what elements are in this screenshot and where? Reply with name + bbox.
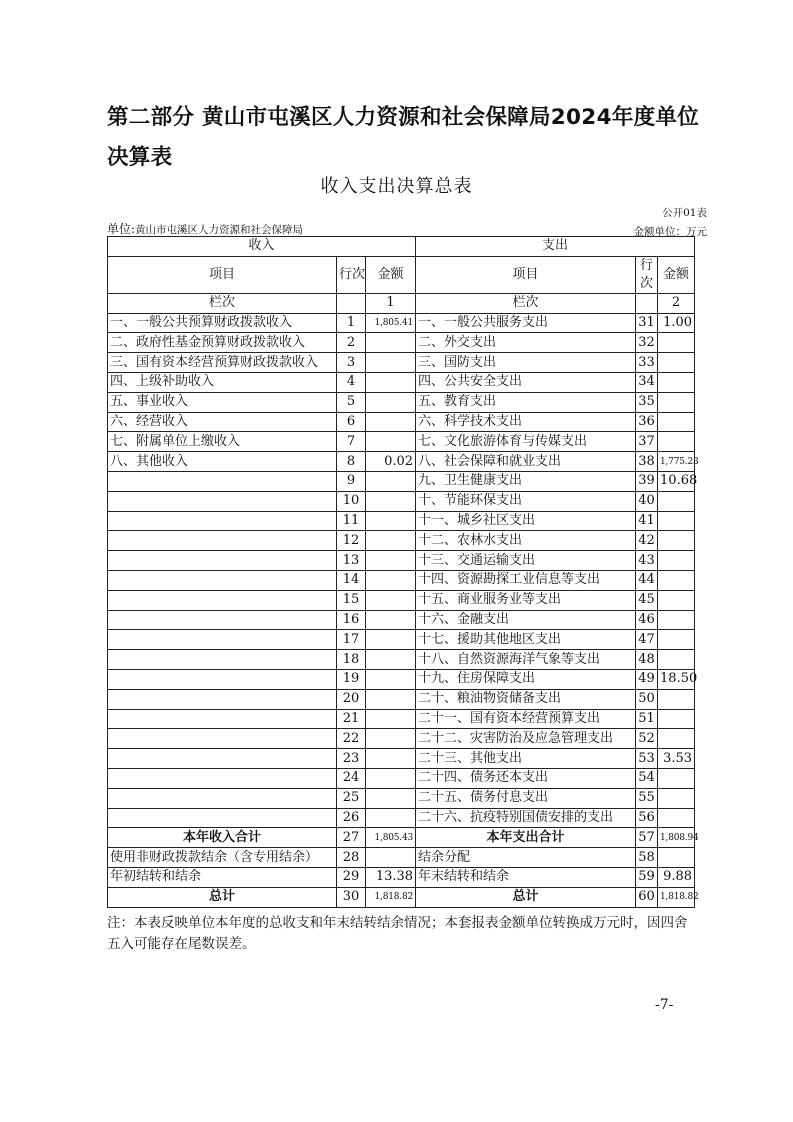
expense-amount [658, 650, 695, 670]
income-amount [366, 630, 416, 650]
income-item [108, 788, 337, 808]
table-row [108, 313, 695, 333]
empty-cell [636, 293, 658, 313]
expense-item: 二十、粮油物资储备支出 [416, 689, 636, 709]
expense-amount: 1,775.23 [658, 452, 695, 472]
income-amount-header: 金额 [366, 256, 416, 293]
expense-row-no: 52 [636, 729, 658, 749]
expense-item-header: 项目 [416, 256, 636, 293]
income-item: 五、事业收入 [108, 392, 337, 412]
expense-row-no: 33 [636, 353, 658, 373]
table-row [108, 353, 695, 373]
expense-amount-header: 金额 [658, 256, 695, 293]
expense-amount [658, 729, 695, 749]
income-item [108, 630, 337, 650]
expense-column-order: 栏次 [416, 293, 636, 313]
expense-row-no: 43 [636, 551, 658, 571]
table-body [108, 237, 699, 908]
expense-item: 二十四、债务还本支出 [416, 768, 636, 788]
income-amount [366, 610, 416, 630]
unit-line [107, 220, 303, 237]
amount-unit: 金额单位：万元 [633, 226, 707, 238]
income-row-no: 23 [337, 749, 366, 769]
unit-label: 单位: [107, 222, 136, 236]
income-amount [366, 551, 416, 571]
table-row [108, 709, 695, 729]
income-amount [366, 590, 416, 610]
income-row-no: 19 [337, 669, 366, 689]
expense-row-no: 34 [636, 372, 658, 392]
expense-amount [658, 590, 695, 610]
table-row [108, 570, 695, 590]
expense-amount [658, 788, 695, 808]
expense-item: 八、社会保障和就业支出 [416, 452, 636, 472]
budget-summary-table [107, 236, 699, 908]
income-item: 四、上级补助收入 [108, 372, 337, 392]
income-row-no: 16 [337, 610, 366, 630]
income-item: 八、其他收入 [108, 452, 337, 472]
table-row [108, 867, 695, 887]
income-amount: 1,805.41 [366, 313, 416, 333]
expense-amount: 9.88 [658, 867, 695, 887]
expense-row-no: 59 [636, 867, 658, 887]
expense-amount [658, 610, 695, 630]
table-row [108, 432, 695, 452]
income-item: 年初结转和结余 [108, 867, 337, 887]
expense-row-no: 55 [636, 788, 658, 808]
table-row [108, 452, 695, 472]
income-row-no: 29 [337, 867, 366, 887]
income-amount [366, 353, 416, 373]
expense-item: 本年支出合计 [416, 828, 636, 848]
income-item [108, 511, 337, 531]
expense-row-no: 60 [636, 887, 658, 907]
income-row-no: 24 [337, 768, 366, 788]
table-row [108, 630, 695, 650]
income-header: 收入 [108, 237, 416, 257]
expense-row-no: 54 [636, 768, 658, 788]
income-item: 七、附属单位上缴收入 [108, 432, 337, 452]
income-amount: 0.02 [366, 452, 416, 472]
income-row-no: 27 [337, 828, 366, 848]
expense-amount [658, 412, 695, 432]
income-amount: 1,805.43 [366, 828, 416, 848]
income-row-no: 25 [337, 788, 366, 808]
expense-item: 结余分配 [416, 848, 636, 868]
expense-amount: 1,808.94 [658, 828, 695, 848]
income-row-no: 15 [337, 590, 366, 610]
expense-item: 十四、资源勘探工业信息等支出 [416, 570, 636, 590]
expense-row-no: 56 [636, 808, 658, 828]
expense-amount [658, 709, 695, 729]
income-item [108, 689, 337, 709]
income-item: 总计 [108, 887, 337, 907]
expense-item: 二十五、债务付息支出 [416, 788, 636, 808]
table-row [108, 511, 695, 531]
expense-item: 二十六、抗疫特别国债安排的支出 [416, 808, 636, 828]
income-amount [366, 412, 416, 432]
expense-row-no: 45 [636, 590, 658, 610]
expense-row-no: 41 [636, 511, 658, 531]
income-row-no: 13 [337, 551, 366, 571]
expense-amount [658, 630, 695, 650]
expense-row-no: 58 [636, 848, 658, 868]
expense-amount [658, 689, 695, 709]
expense-amount [658, 768, 695, 788]
income-row-no: 8 [337, 452, 366, 472]
income-item [108, 531, 337, 551]
expense-item: 十八、自然资源海洋气象等支出 [416, 650, 636, 670]
column-header-row [108, 256, 695, 293]
income-row-no: 4 [337, 372, 366, 392]
table-row [108, 768, 695, 788]
income-row-no: 7 [337, 432, 366, 452]
income-amount [366, 491, 416, 511]
expense-amount [658, 353, 695, 373]
income-item [108, 709, 337, 729]
income-amount [366, 333, 416, 353]
income-row-no: 30 [337, 887, 366, 907]
table-row [108, 887, 695, 907]
expense-row-no: 39 [636, 471, 658, 491]
income-amount [366, 669, 416, 689]
expense-item: 总计 [416, 887, 636, 907]
expense-amount [658, 808, 695, 828]
income-item: 本年收入合计 [108, 828, 337, 848]
income-row-no: 18 [337, 650, 366, 670]
income-row-no: 11 [337, 511, 366, 531]
expense-amount: 1.00 [658, 313, 695, 333]
expense-amount [658, 531, 695, 551]
income-row-no: 1 [337, 313, 366, 333]
income-row-no: 2 [337, 333, 366, 353]
expense-header: 支出 [416, 237, 695, 257]
form-code: 公开01表 [662, 207, 707, 219]
expense-item: 四、公共安全支出 [416, 372, 636, 392]
expense-amount [658, 848, 695, 868]
income-amount [366, 768, 416, 788]
expense-item: 一、一般公共服务支出 [416, 313, 636, 333]
expense-item: 三、国防支出 [416, 353, 636, 373]
expense-row-no: 38 [636, 452, 658, 472]
expense-row-no: 42 [636, 531, 658, 551]
income-item [108, 471, 337, 491]
income-column-number: 1 [366, 293, 416, 313]
expense-item: 六、科学技术支出 [416, 412, 636, 432]
table-row [108, 689, 695, 709]
expense-amount: 1,818.82 [658, 887, 695, 907]
table-row [108, 392, 695, 412]
table-row [108, 650, 695, 670]
expense-item: 二、外交支出 [416, 333, 636, 353]
expense-item: 十一、城乡社区支出 [416, 511, 636, 531]
income-row-no: 12 [337, 531, 366, 551]
section-header-row [108, 237, 695, 257]
expense-item: 十六、金融支出 [416, 610, 636, 630]
expense-amount: 3.53 [658, 749, 695, 769]
income-item [108, 590, 337, 610]
income-item [108, 808, 337, 828]
income-amount [366, 808, 416, 828]
expense-item: 十七、援助其他地区支出 [416, 630, 636, 650]
table-row [108, 412, 695, 432]
income-amount [366, 432, 416, 452]
expense-row-no: 51 [636, 709, 658, 729]
table-row [108, 491, 695, 511]
expense-amount [658, 491, 695, 511]
table-row [108, 471, 695, 491]
expense-item: 十五、商业服务业等支出 [416, 590, 636, 610]
page-heading: 第二部分 黄山市屯溪区人力资源和社会保障局2024年度单位决算表 [107, 105, 700, 170]
table-row [108, 333, 695, 353]
expense-row-no: 50 [636, 689, 658, 709]
expense-item: 十九、住房保障支出 [416, 669, 636, 689]
expense-row-no: 47 [636, 630, 658, 650]
table-row [108, 808, 695, 828]
unit-value: 黄山市屯溪区人力资源和社会保障局 [135, 224, 304, 236]
expense-item: 十、节能环保支出 [416, 491, 636, 511]
table-row [108, 749, 695, 769]
expense-row-no: 35 [636, 392, 658, 412]
expense-amount [658, 333, 695, 353]
income-item [108, 551, 337, 571]
income-amount: 1,818.82 [366, 887, 416, 907]
income-item: 二、政府性基金预算财政拨款收入 [108, 333, 337, 353]
expense-row-no: 53 [636, 749, 658, 769]
income-row-no: 9 [337, 471, 366, 491]
expense-row-no: 46 [636, 610, 658, 630]
expense-item: 二十三、其他支出 [416, 749, 636, 769]
expense-row-no: 57 [636, 828, 658, 848]
income-row-no-header: 行次 [337, 256, 366, 293]
expense-item: 二十一、国有资本经营预算支出 [416, 709, 636, 729]
income-item [108, 570, 337, 590]
table-row [108, 551, 695, 571]
expense-amount [658, 392, 695, 412]
expense-amount: 10.68 [658, 471, 695, 491]
table-row [108, 610, 695, 630]
expense-amount [658, 511, 695, 531]
page-number: -7- [655, 997, 674, 1013]
income-item-header: 项目 [108, 256, 337, 293]
expense-column-number: 2 [658, 293, 695, 313]
income-amount [366, 372, 416, 392]
expense-amount: 18.50 [658, 669, 695, 689]
income-item: 使用非财政拨款结余（含专用结余） [108, 848, 337, 868]
income-amount: 13.38 [366, 867, 416, 887]
expense-row-no: 31 [636, 313, 658, 333]
footnote: 注：本表反映单位本年度的总收支和年末结转结余情况；本套报表金额单位转换成万元时，因四舍五入可能存在尾数误差。 [107, 915, 688, 952]
income-amount [366, 749, 416, 769]
expense-row-no: 37 [636, 432, 658, 452]
income-row-no: 22 [337, 729, 366, 749]
expense-item: 五、教育支出 [416, 392, 636, 412]
expense-amount [658, 570, 695, 590]
table-row [108, 590, 695, 610]
expense-row-no: 48 [636, 650, 658, 670]
income-amount [366, 848, 416, 868]
expense-item: 年末结转和结余 [416, 867, 636, 887]
empty-cell [337, 293, 366, 313]
income-item [108, 491, 337, 511]
income-amount [366, 729, 416, 749]
income-item [108, 768, 337, 788]
income-row-no: 21 [337, 709, 366, 729]
table-row [108, 372, 695, 392]
table-row [108, 788, 695, 808]
expense-row-no: 44 [636, 570, 658, 590]
column-order-row [108, 293, 695, 313]
expense-row-no: 32 [636, 333, 658, 353]
table-row [108, 828, 695, 848]
income-item: 六、经营收入 [108, 412, 337, 432]
income-amount [366, 511, 416, 531]
table-row [108, 729, 695, 749]
expense-row-no-header: 行次 [636, 256, 658, 293]
expense-row-no: 36 [636, 412, 658, 432]
income-row-no: 14 [337, 570, 366, 590]
expense-row-no: 49 [636, 669, 658, 689]
table-row [108, 669, 695, 689]
expense-item: 九、卫生健康支出 [416, 471, 636, 491]
income-item [108, 610, 337, 630]
table-row [108, 848, 695, 868]
income-column-order: 栏次 [108, 293, 337, 313]
income-amount [366, 650, 416, 670]
expense-item: 十三、交通运输支出 [416, 551, 636, 571]
expense-item: 十二、农林水支出 [416, 531, 636, 551]
income-amount [366, 689, 416, 709]
expense-item: 七、文化旅游体育与传媒支出 [416, 432, 636, 452]
expense-row-no: 40 [636, 491, 658, 511]
expense-amount [658, 551, 695, 571]
income-row-no: 17 [337, 630, 366, 650]
income-row-no: 6 [337, 412, 366, 432]
income-row-no: 10 [337, 491, 366, 511]
expense-item: 二十二、灾害防治及应急管理支出 [416, 729, 636, 749]
income-row-no: 28 [337, 848, 366, 868]
income-amount [366, 471, 416, 491]
income-amount [366, 709, 416, 729]
income-amount [366, 531, 416, 551]
table-row [108, 531, 695, 551]
income-item [108, 729, 337, 749]
income-amount [366, 788, 416, 808]
income-row-no: 20 [337, 689, 366, 709]
income-item: 三、国有资本经营预算财政拨款收入 [108, 353, 337, 373]
income-item [108, 669, 337, 689]
expense-amount [658, 372, 695, 392]
income-row-no: 26 [337, 808, 366, 828]
income-item [108, 650, 337, 670]
income-row-no: 5 [337, 392, 366, 412]
expense-amount [658, 432, 695, 452]
income-amount [366, 570, 416, 590]
income-amount [366, 392, 416, 412]
income-item: 一、一般公共预算财政拨款收入 [108, 313, 337, 333]
table-title: 收入支出决算总表 [320, 176, 473, 197]
income-row-no: 3 [337, 353, 366, 373]
income-item [108, 749, 337, 769]
